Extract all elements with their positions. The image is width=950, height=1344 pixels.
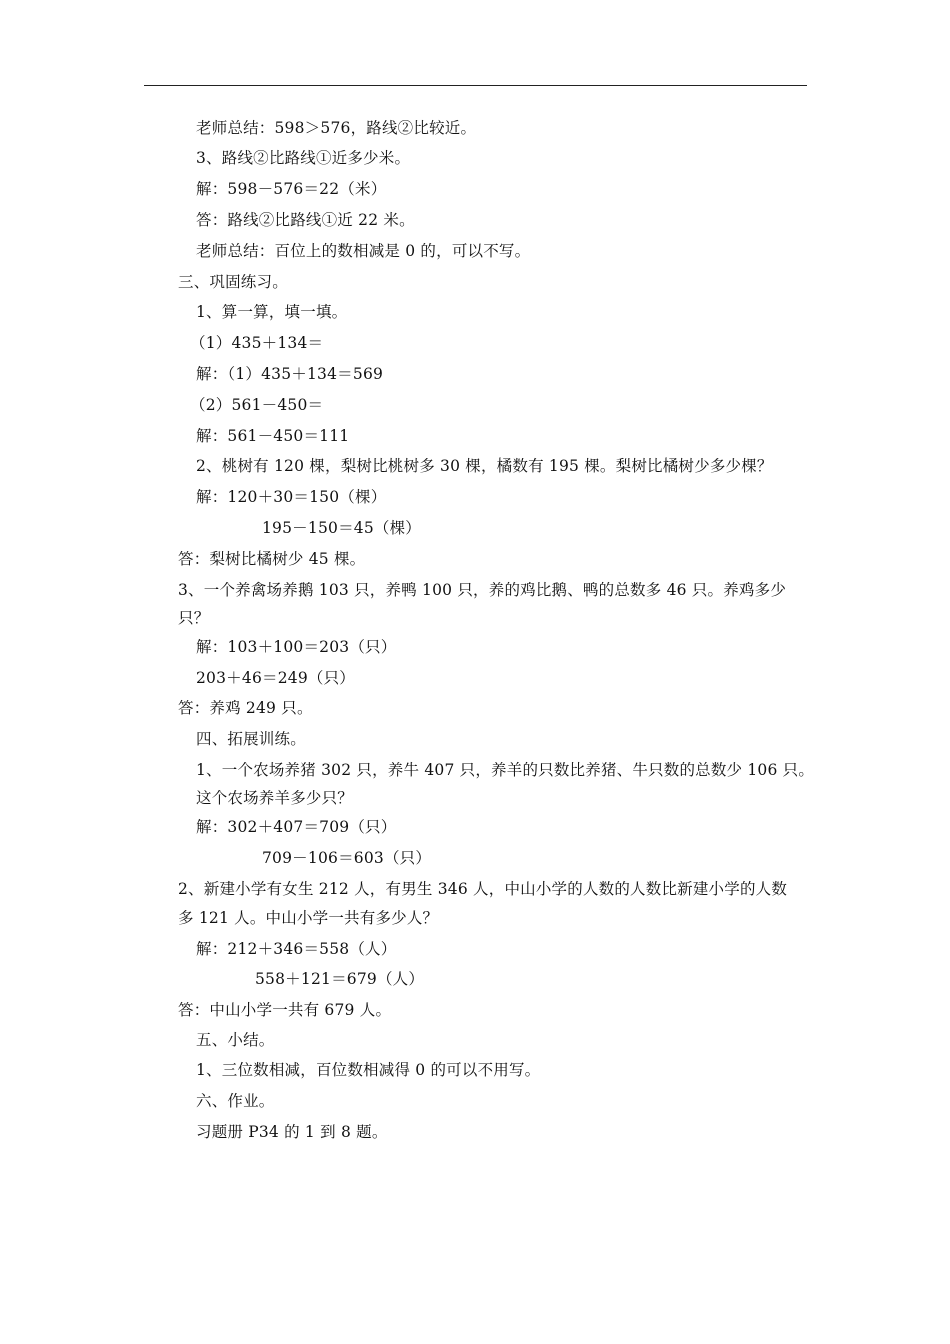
text-line: 3、路线②比路线①近多少米。 — [196, 149, 411, 167]
text-line: 2、桃树有 120 棵，梨树比桃树多 30 棵，橘数有 195 棵。梨树比橘树少多少棵？ — [196, 457, 773, 475]
header-rule — [144, 85, 807, 86]
text-line: 解：120＋30＝150（棵） — [196, 488, 387, 506]
text-line: 203＋46＝249（只） — [196, 669, 355, 687]
text-line: 1、算一算，填一填。 — [196, 303, 348, 321]
text-line: 2、新建小学有女生 212 人，有男生 346 人，中山小学的人数的人数比新建小学的人数 — [178, 880, 788, 898]
text-line: 答：中山小学一共有 679 人。 — [178, 1001, 392, 1019]
text-line: （1）435＋134＝ — [190, 334, 324, 352]
text-line: 1、三位数相减，百位数相减得 0 的可以不用写。 — [196, 1061, 541, 1079]
text-line: 习题册 P34 的 1 到 8 题。 — [196, 1123, 388, 1141]
text-line: 3、一个养禽场养鹅 103 只，养鸭 100 只，养的鸡比鹅、鸭的总数多 46 只。养鸡多少 — [178, 581, 787, 599]
text-line: 解：302＋407＝709（只） — [196, 818, 397, 836]
text-line: 195－150＝45（棵） — [262, 519, 421, 537]
text-line: 解：212＋346＝558（人） — [196, 940, 397, 958]
text-line: 答：路线②比路线①近 22 米。 — [196, 211, 415, 229]
text-line: 答：梨树比橘树少 45 棵。 — [178, 550, 366, 568]
text-line: 这个农场养羊多少只？ — [196, 789, 354, 807]
text-line: 解：（1）435＋134＝569 — [196, 365, 384, 383]
text-line: 老师总结：百位上的数相减是 0 的，可以不写。 — [196, 242, 531, 260]
text-line: 558＋121＝679（人） — [255, 970, 425, 988]
text-line: 709－106＝603（只） — [262, 849, 432, 867]
section-heading: 三、巩固练习。 — [178, 273, 288, 291]
section-heading: 六、作业。 — [196, 1092, 275, 1110]
section-heading: 五、小结。 — [196, 1031, 275, 1049]
text-line: 解：561－450＝111 — [196, 427, 350, 445]
text-line: 老师总结：598＞576，路线②比较近。 — [196, 119, 477, 137]
text-line: 1、一个农场养猪 302 只，养牛 407 只，养羊的只数比养猪、牛只数的总数少 106 只。 — [196, 761, 815, 779]
text-line: 解：598－576＝22（米） — [196, 180, 387, 198]
text-line: 只？ — [178, 609, 210, 627]
text-line: （2）561－450＝ — [190, 396, 324, 414]
text-line: 多 121 人。中山小学一共有多少人？ — [178, 909, 439, 927]
section-heading: 四、拓展训练。 — [196, 730, 306, 748]
text-line: 解：103＋100＝203（只） — [196, 638, 397, 656]
text-line: 答：养鸡 249 只。 — [178, 699, 313, 717]
